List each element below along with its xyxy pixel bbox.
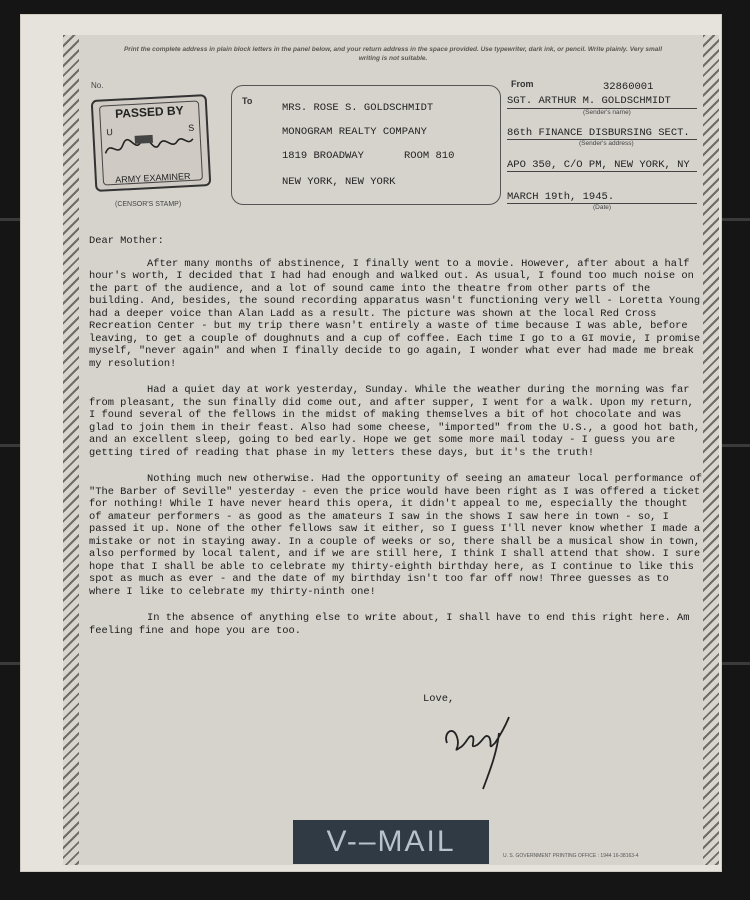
sender-serial: 32860001 [603,81,654,93]
paragraph-2: Had a quiet day at work yesterday, Sunday. While the weather during the morning was far from pleasant, the sun finally did come out, and after supper, I went for a walk. Upon my return, I found several of the fellows in the midst of making themselves a bit of hot chocolate and was glad to join them in their feast. Also had some cheese, "imported" from the U.S., a good hot bath, and an excellent sleep, going to bed early. Hope we get some more mail today - I guess you are getting tired of reading that phase in my letters these days, but it's the truth! [89,384,701,459]
number-label: No. [91,81,104,90]
printing-office-note: U. S. GOVERNMENT PRINTING OFFICE : 1944 16-38163-4 [503,853,639,859]
stamp-u: U [106,126,114,138]
sender-name: SGT. ARTHUR M. GOLDSCHMIDT [507,95,671,107]
salutation: Dear Mother: [89,235,164,247]
stamp-s: S [187,122,195,134]
recipient-company: MONOGRAM REALTY COMPANY [282,126,427,138]
sender-address-caption: (Sender's address) [579,140,634,147]
recipient-room: ROOM 810 [404,150,455,162]
recipient-street: 1819 BROADWAY [282,150,364,162]
handwritten-signature-icon [439,703,519,793]
stamp-army-examiner: ARMY EXAMINER [114,170,191,185]
recipient-address-box [231,85,501,205]
censor-stamp-caption: (CENSOR'S STAMP) [115,201,182,208]
date-caption: (Date) [593,204,612,211]
from-label: From [511,79,534,89]
recipient-name: MRS. ROSE S. GOLDSCHMIDT [282,102,434,114]
letter-body [89,235,703,651]
paragraph-3: Nothing much new otherwise. Had the opportunity of seeing an amateur local performance of "The Barber of Seville" yesterday - even the price would have been right as I was offered a ticket for nothing! While I have never heard this opera, it didn't appeal to me, especially the thought of amateur performers - as good as the amateurs I saw in the shows I saw here in town - so, I passed it up. None of the other fellows saw it either, so I guess I'll never know whether I made a mistake or not in staying away. In a couple of weeks or so, there shall be a musical show in town, also performed by local talent, and if we are still here, I think I shall attend that show. I sure hope that I shall be able to celebrate my thirty-eighth birthday here, as I continue to like this spot as much as ever - and the date of my birthday isn't too far off now! Three guesses as to where I like to celebrate my thirty-ninth one! [89,473,702,598]
to-label: To [242,96,253,106]
censor-signature-icon [101,131,198,162]
left-hatched-border [63,35,79,865]
vmail-banner: V-–MAIL [293,820,489,864]
stamp-passed-by: PASSED BY [114,103,184,121]
paragraph-4: In the absence of anything else to write about, I shall have to end this right here. Am feeling fine and hope you are too. [89,612,690,637]
letter-date: MARCH 19th, 1945. [507,191,615,203]
closing: Love, [423,693,455,705]
photo-print [20,14,722,872]
sender-address: 86th FINANCE DISBURSING SECT. [507,127,690,139]
vmail-form [63,35,719,865]
sender-apo: APO 350, C/O PM, NEW YORK, NY [507,159,690,171]
recipient-city: NEW YORK, NEW YORK [282,176,396,188]
form-instructions: Print the complete address in plain block letters in the panel below, and your return address in the space provided. Use typewriter, dark ink, or pencil. Write plainly. Very small writing is not suitable. [123,46,663,62]
paragraph-1: After many months of abstinence, I finally went to a movie. However, after about a half hour's worth, I decided that I had had enough and walked out. As usual, I found too much noise on the part of the audience, and a lot of sound came into the theatre from other parts of the building. And, besides, the sound recording apparatus wasn't functioning very well - Loretta Young had a deeper voice than Alan Ladd as a result. The picture was shown at the local Red Cross Recreation Center - but my trip there wasn't entirely a waste of time because I was able, before leaving, to get a couple of doughnuts and a cup of coffee. Each time I go to a GI movie, I promise myself, "never again" and when I finally decide to go again, I wonder what ever had made me break my resolution! [89,257,701,370]
right-hatched-border [703,35,719,865]
sender-name-caption: (Sender's name) [583,109,631,116]
censor-stamp [91,94,212,192]
